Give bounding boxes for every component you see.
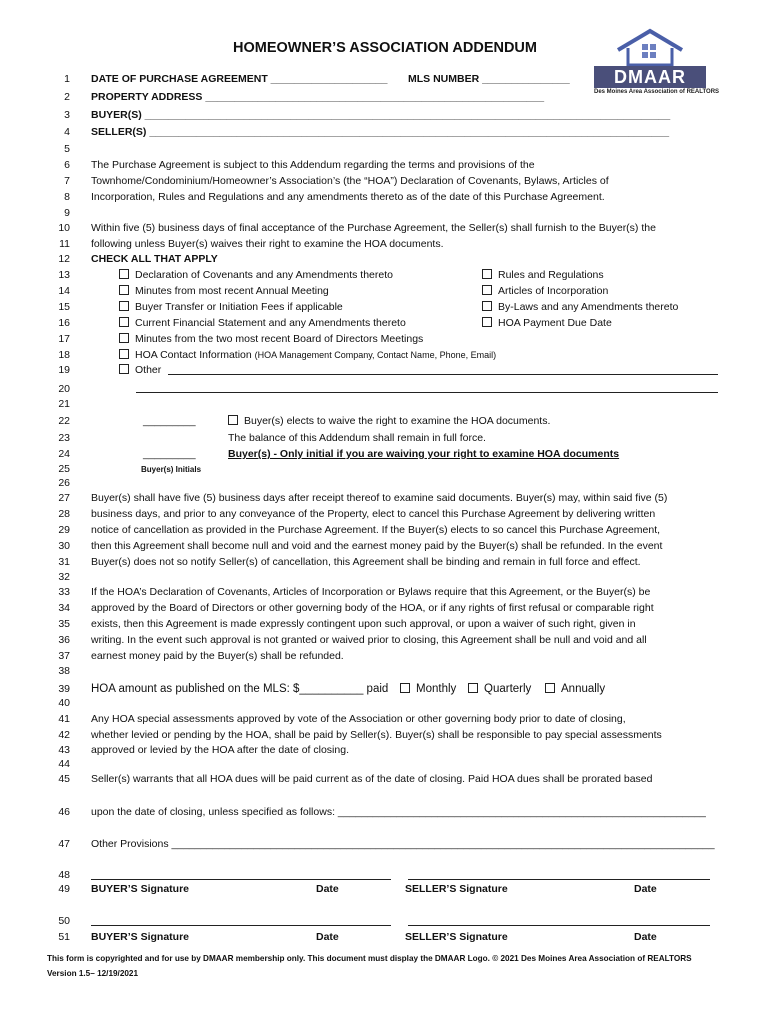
line-number: 29 [58,524,70,536]
cancellation-paragraph-line: business days, and prior to any conveyance of the Property, elect to cancel this Purchase Agreement by delivering written [91,508,656,520]
purchase-date-field[interactable]: DATE OF PURCHASE AGREEMENT ____________________ [91,73,388,85]
checklist-item-other[interactable] [119,364,161,376]
option-annually[interactable] [545,683,605,695]
checkbox[interactable] [482,301,492,311]
footer-version: Version 1.5– 12/19/2021 [47,969,139,978]
hoa-amount-field[interactable]: HOA amount as published on the MLS: $__________ paid [91,683,389,695]
line-number: 19 [58,364,70,376]
house-logo-icon [614,28,686,66]
other-underline[interactable] [168,374,718,375]
line-number: 40 [58,697,70,709]
other-provisions-field[interactable]: Other Provisions _____________________________________________________________________________________________ [91,838,715,850]
buyer-signature-line-2[interactable] [91,925,391,926]
line-number: 13 [58,269,70,281]
checklist-label: Other [135,364,162,376]
checklist-label: Minutes from the two most recent Board of Directors Meetings [135,333,424,345]
line-number: 11 [59,238,70,250]
checklist-item-articles[interactable] [482,285,608,297]
line-number: 49 [58,883,70,895]
checklist-label: Declaration of Covenants and any Amendments thereto [135,269,393,281]
buyer-signature-label: BUYER’S Signature [91,883,190,895]
line-number: 15 [58,301,70,313]
checklist-label: Current Financial Statement and any Amendments thereto [135,317,406,329]
approval-paragraph-line: If the HOA’s Declaration of Covenants, Articles of Incorporation or Bylaws require that this Agreement, or the Buyer(s) be [91,586,651,598]
waive-line-1: Buyer(s) elects to waive the right to examine the HOA documents. [244,415,551,427]
line-number: 10 [58,222,70,234]
line-number: 35 [58,618,70,630]
line-number: 22 [58,415,70,427]
checkbox[interactable] [119,269,129,279]
line-number: 33 [58,586,70,598]
seller-date-label: Date [634,883,657,895]
checkbox[interactable] [228,415,238,425]
line-number: 16 [58,317,70,329]
cancellation-paragraph-line: Buyer(s) does not so notify Seller(s) of cancellation, this Agreement shall be binding and remain in full force and effect. [91,556,641,568]
line-number: 12 [58,253,70,265]
cancellation-paragraph-line: Buyer(s) shall have five (5) business days after receipt thereof to examine said documents. Buyer(s) may, within said five (5) [91,492,668,504]
line-number: 48 [58,869,70,881]
check-all-heading: CHECK ALL THAT APPLY [91,253,218,265]
approval-paragraph-line: writing. In the event such approval is not granted or waived prior to closing, this Agreement shall be null and void and all [91,634,647,646]
checkbox[interactable] [545,683,555,693]
assessments-paragraph-line: Any HOA special assessments approved by vote of the Association or other governing body prior to date of closing, [91,713,626,725]
line-number: 6 [64,159,70,171]
checklist-label: HOA Contact Information [135,349,252,361]
waive-line-2: The balance of this Addendum shall remain in full force. [228,432,486,444]
buyer-signature-line-1[interactable] [91,879,391,880]
line-number: 46 [58,806,70,818]
line-number: 25 [58,463,70,475]
buyer-date-label: Date [316,931,339,943]
checklist-item-hoa-contact[interactable] [119,349,496,361]
checkbox[interactable] [482,269,492,279]
option-quarterly[interactable] [468,683,531,695]
mls-number-field[interactable]: MLS NUMBER _______________ [408,73,570,85]
checklist-label: Rules and Regulations [498,269,604,281]
checklist-label: Articles of Incorporation [498,285,609,297]
line-number: 27 [58,492,70,504]
seller-date-label: Date [634,931,657,943]
checkbox[interactable] [119,364,129,374]
seller-signature-label: SELLER’S Signature [405,883,508,895]
checklist-item-transfer-fees[interactable] [119,301,343,313]
checklist-item-rules[interactable] [482,269,604,281]
checkbox[interactable] [119,285,129,295]
line-number: 45 [58,773,70,785]
checkbox[interactable] [119,349,129,359]
approval-paragraph-line: approved by the Board of Directors or other governing body of the HOA, or if any rights of first refusal or comparable right [91,602,654,614]
line-number: 7 [64,175,70,187]
checkbox[interactable] [468,683,478,693]
line-number: 18 [58,349,70,361]
buyer-signature-label: BUYER’S Signature [91,931,190,943]
checkbox[interactable] [119,317,129,327]
checklist-item-board-minutes[interactable] [119,333,423,345]
checklist-label: Minutes from most recent Annual Meeting [135,285,329,297]
logo-subtitle: Des Moines Area Association of REALTORS [594,89,720,95]
line-number: 47 [58,838,70,850]
line-number: 44 [58,758,70,770]
line-number: 8 [64,191,70,203]
line-number: 5 [64,143,70,155]
checklist-label: By-Laws and any Amendments thereto [498,301,679,313]
checklist-item-bylaws[interactable] [482,301,678,313]
logo-brand: DMAAR [594,66,706,88]
line-number: 42 [58,729,70,741]
hoa-contact-detail: (HOA Management Company, Contact Name, Phone, Email) [254,350,497,360]
sellers-field[interactable]: SELLER(S) _________________________________________________________________________________________ [91,126,670,138]
intro-paragraph-line: The Purchase Agreement is subject to this Addendum regarding the terms and provisions of the [91,159,535,171]
line-number: 3 [64,109,70,121]
line-number: 1 [64,73,70,85]
line-number: 30 [58,540,70,552]
checkbox[interactable] [400,683,410,693]
line-number: 43 [58,744,70,756]
checklist-item-payment-due[interactable] [482,317,612,329]
option-monthly[interactable] [400,683,456,695]
checkbox[interactable] [482,317,492,327]
within-paragraph-line: following unless Buyer(s) waives their right to examine the HOA documents. [91,238,444,250]
line-number: 17 [58,333,70,345]
cancellation-paragraph-line: then this Agreement shall become null and void and the earnest money paid by the Buyer(s) shall be refunded. In the event [91,540,663,552]
line-number: 2 [64,91,70,103]
waive-line-3: Buyer(s) - Only initial if you are waiving your right to examine HOA documents [228,448,620,460]
assessments-paragraph-line: approved or levied by the HOA after the date of closing. [91,744,349,756]
line-number: 31 [58,556,70,568]
option-label: Annually [561,683,606,695]
line-number: 4 [64,126,70,138]
checklist-item-declaration[interactable] [119,269,393,281]
line-number: 32 [58,571,70,583]
buyers-field[interactable]: BUYER(S) __________________________________________________________________________________________ [91,109,671,121]
seller-signature-line-2[interactable] [408,925,710,926]
seller-signature-label: SELLER’S Signature [405,931,508,943]
buyer-date-label: Date [316,883,339,895]
seller-signature-line-1[interactable] [408,879,710,880]
line-number: 14 [58,285,70,297]
buyer-initials-label: Buyer(s) Initials [141,465,202,474]
property-address-field[interactable]: PROPERTY ADDRESS __________________________________________________________ [91,91,545,103]
checkbox[interactable] [119,301,129,311]
intro-paragraph-line: Townhome/Condominium/Homeowner’s Association’s (the “HOA”) Declaration of Covenants, Bylaws, Articles of [91,175,609,187]
approval-paragraph-line: earnest money paid by the Buyer(s) shall be refunded. [91,650,344,662]
other-continuation-underline[interactable] [136,392,718,393]
initials-blank-1[interactable]: _________ [143,415,196,427]
line-number: 51 [58,931,70,943]
option-label: Quarterly [484,683,532,695]
footer-copyright: This form is copyrighted and for use by DMAAR membership only. This document must display the DMAAR Logo. © 2021 Des Moines Area Association of REALTORS [47,954,692,963]
dmaar-logo [594,28,720,98]
intro-paragraph-line: Incorporation, Rules and Regulations and any amendments thereto as of the date of this Purchase Agreement. [91,191,605,203]
within-paragraph-line: Within five (5) business days of final acceptance of the Purchase Agreement, the Seller(s) shall furnish to the Buyer(s) the [91,222,656,234]
proration-field[interactable]: upon the date of closing, unless specified as follows: _______________________________________________________________ [91,806,706,818]
line-number: 21 [58,398,70,410]
checklist-item-financial-statement[interactable] [119,317,406,329]
checkbox[interactable] [119,333,129,343]
line-number: 28 [58,508,70,520]
line-number: 26 [58,477,70,489]
line-number: 50 [58,915,70,927]
line-number: 24 [58,448,70,460]
document-title: HOMEOWNER’S ASSOCIATION ADDENDUM [233,40,537,56]
line-number: 23 [58,432,70,444]
line-number: 41 [58,713,70,725]
waive-option[interactable] [228,415,550,427]
line-number: 39 [58,683,70,695]
checkbox[interactable] [482,285,492,295]
option-label: Monthly [416,683,457,695]
line-number: 36 [58,634,70,646]
line-number: 38 [58,665,70,677]
line-number: 34 [58,602,70,614]
dues-paragraph: Seller(s) warrants that all HOA dues will be paid current as of the date of closing. Paid HOA dues shall be prorated based [91,773,653,785]
checklist-label: Buyer Transfer or Initiation Fees if applicable [135,301,343,313]
initials-blank-2[interactable]: _________ [143,448,196,460]
cancellation-paragraph-line: notice of cancellation as provided in the Purchase Agreement. If the Buyer(s) elects to so cancel this Purchase Agreement, [91,524,661,536]
approval-paragraph-line: exists, then this Agreement is made expressly contingent upon such approval, or upon a waiver of such right, given in [91,618,636,630]
checklist-label: HOA Payment Due Date [498,317,612,329]
line-number: 20 [58,383,70,395]
assessments-paragraph-line: whether levied or pending by the HOA, shall be paid by Seller(s). Buyer(s) shall be responsible to pay special assessments [91,729,662,741]
line-number: 9 [64,207,70,219]
line-number: 37 [58,650,70,662]
checklist-item-minutes-annual[interactable] [119,285,329,297]
